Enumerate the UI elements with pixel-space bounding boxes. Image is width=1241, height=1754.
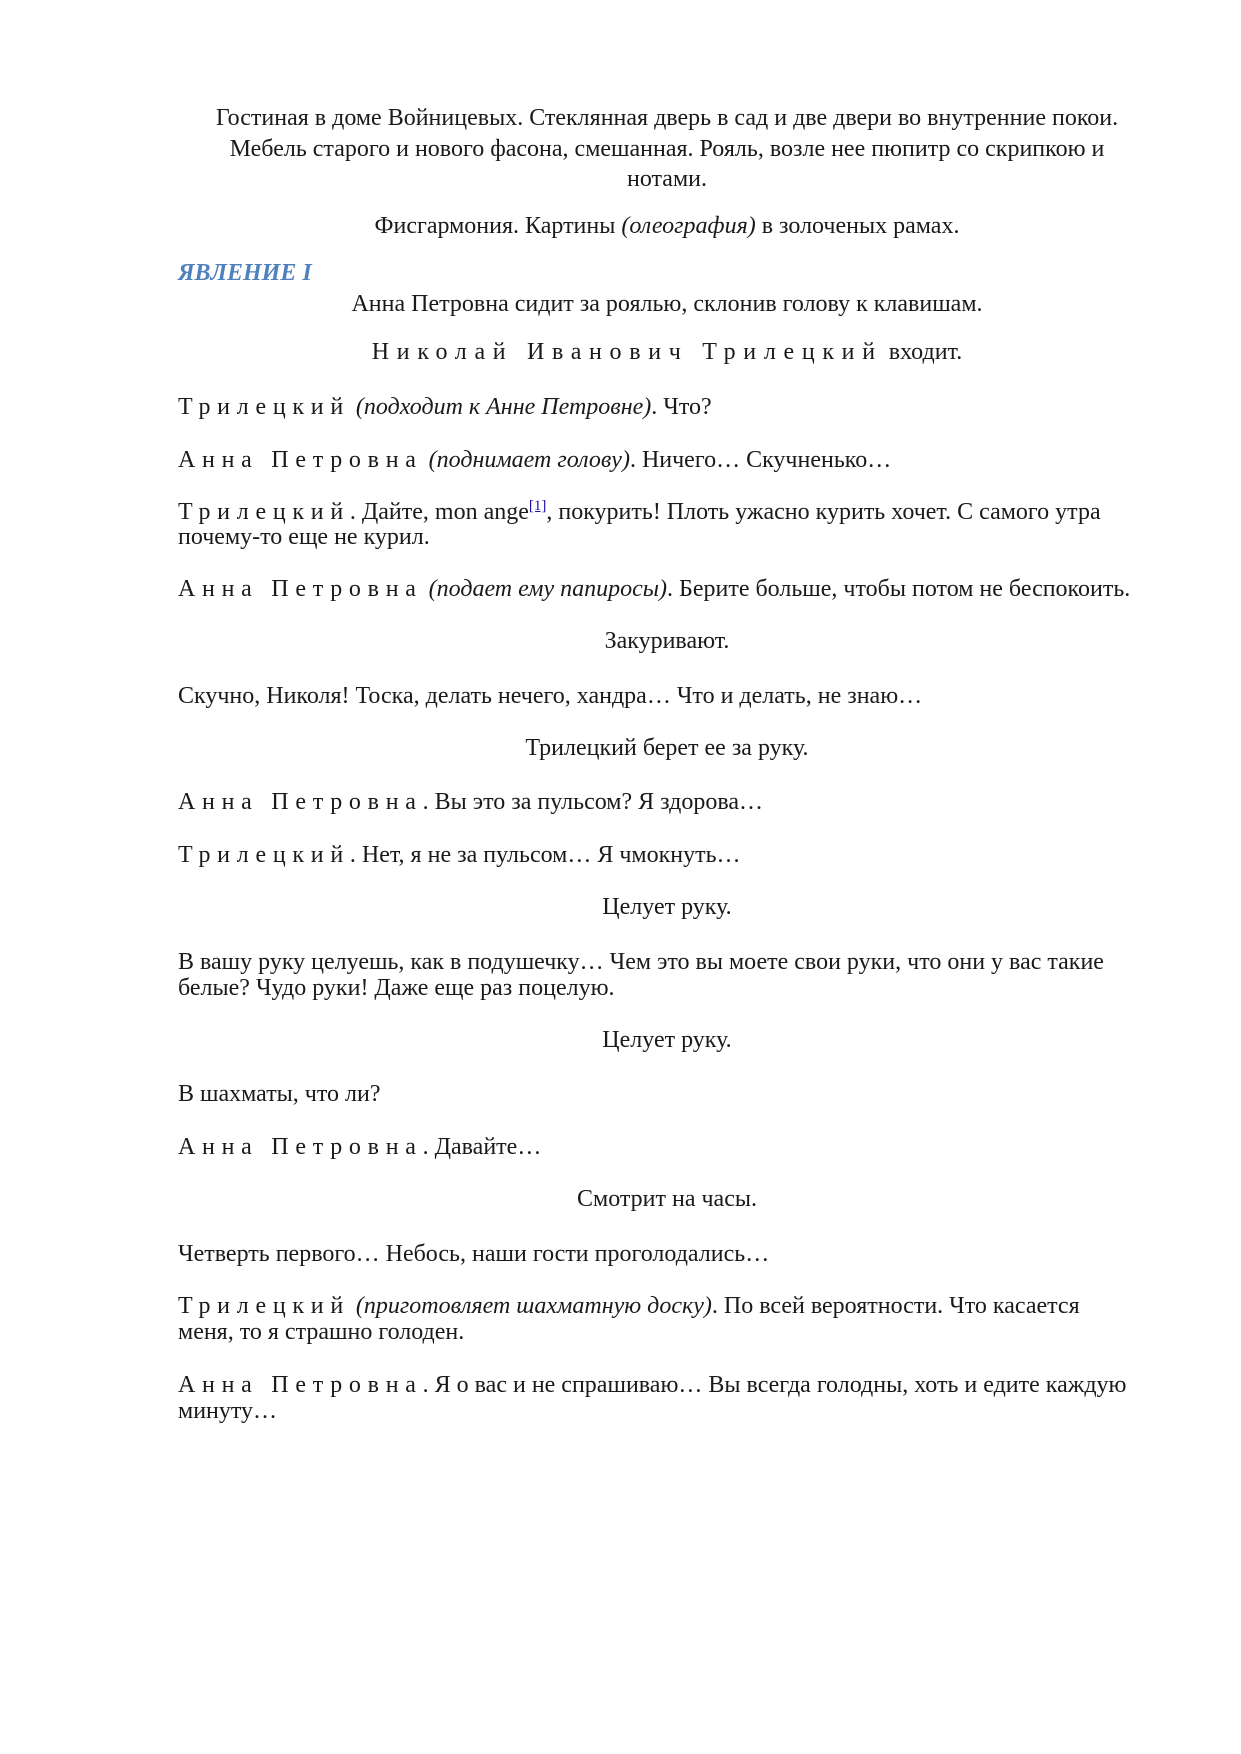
stage-direction-line: нотами. [627,166,707,192]
replica: Анна Петровна (поднимает голову). Ничего… Скучненько… [178,447,892,473]
replica: Трилецкий (подходит к Анне Петровне). Что? [178,394,712,420]
speaker-name: Трилецкий [178,499,350,525]
replica: Анна Петровна. Вы это за пульсом? Я здорова… [178,789,764,815]
replica-continuation: почему-то еще не курил. [178,524,430,550]
speaker-name: Анна Петровна [178,576,423,602]
speaker-name: Трилецкий [178,1293,350,1319]
stage-direction: Николай Иванович Трилецкий входит. [371,339,963,365]
replica: Анна Петровна. Давайте… [178,1134,542,1160]
speaker-name: Трилецкий [178,842,350,868]
replica-text: белые? Чудо руки! Даже еще раз поцелую. [178,975,615,1001]
replica: Трилецкий. Нет, я не за пульсом… Я чмокнуть… [178,842,741,868]
stage-direction-line: Гостиная в доме Войницевых. Стеклянная дверь в сад и две двери во внутренние покои. [215,105,1119,131]
replica-text: Скучно, Николя! Тоска, делать нечего, хандра… Что и делать, не знаю… [178,683,923,709]
speaker-name: Анна Петровна [178,1134,423,1160]
replica: Трилецкий. Дайте, mon ange[1], покурить! Плоть ужасно курить хочет. С самого утра [178,498,1101,525]
stage-direction-line: Мебель старого и нового фасона, смешанная. Рояль, возле нее пюпитр со скрипкою и [229,136,1105,162]
stage-direction: Закуривают. [604,628,730,654]
speaker-name: Анна Петровна [178,1372,423,1398]
stage-direction: Целует руку. [602,894,732,920]
stage-direction: Смотрит на часы. [577,1186,757,1212]
footnote-link[interactable]: [1] [528,498,547,514]
replica-text: В шахматы, что ли? [178,1081,381,1107]
replica-text: В вашу руку целуешь, как в подушечку… Чем это вы моете свои руки, что они у вас такие [178,949,1104,975]
speaker-name: Анна Петровна [178,789,423,815]
replica: Анна Петровна (подает ему папиросы). Берите больше, чтобы потом не беспокоить. [178,576,1131,602]
replica-continuation: меня, то я страшно голоден. [178,1319,465,1345]
stage-direction: Трилецкий берет ее за руку. [525,735,809,761]
replica-continuation: минуту… [178,1398,278,1424]
speaker-name: Трилецкий [178,394,350,420]
speaker-name: Анна Петровна [178,447,423,473]
replica: Анна Петровна. Я о вас и не спрашиваю… Вы всегда голодны, хоть и едите каждую [178,1372,1127,1398]
scene-heading: ЯВЛЕНИЕ I [178,260,312,286]
stage-direction: Анна Петровна сидит за роялью, склонив голову к клавишам. [351,291,983,317]
stage-direction-line: Фисгармония. Картины (олеография) в золоченых рамах. [374,213,960,239]
character-name: Николай Иванович Трилецкий [371,339,883,365]
replica: Трилецкий (приготовляет шахматную доску). По всей вероятности. Что касается [178,1293,1080,1319]
stage-direction: Целует руку. [602,1027,732,1053]
replica-text: Четверть первого… Небось, наши гости проголодались… [178,1241,770,1267]
